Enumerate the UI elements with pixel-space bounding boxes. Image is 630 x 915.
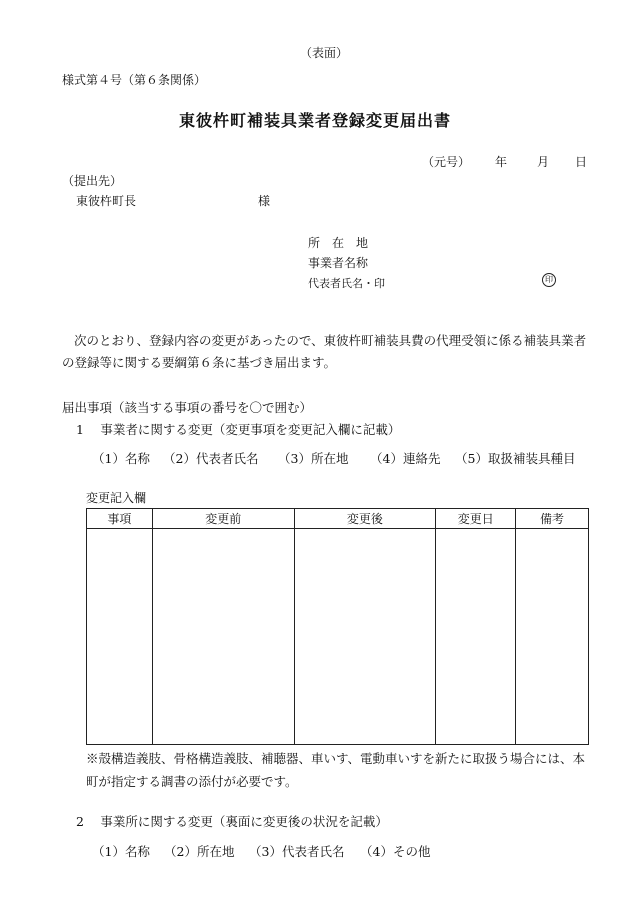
document-title: 東彼杵町補装具業者登録変更届出書 [178, 111, 451, 130]
applicant-representative-label: 代表者氏名・印 [308, 277, 385, 290]
record-table [86, 508, 589, 745]
form-number: 様式第４号（第６条関係） [62, 73, 207, 87]
section1-choice[interactable]: （3）所在地 [278, 451, 349, 466]
seal-mark-icon: 印 [542, 273, 556, 287]
section1-heading: 1 事業者に関する変更（変更事項を変更記入欄に記載） [76, 422, 401, 437]
column-header: 変更日 [436, 509, 516, 529]
table-cell-date[interactable] [436, 529, 516, 745]
table-cell-before[interactable] [152, 529, 294, 745]
table-row [87, 529, 589, 745]
section1-choice[interactable]: （5）取扱補装具種目 [455, 451, 576, 466]
applicant-business-name-label: 事業者名称 [308, 256, 369, 270]
date-month: 月 [537, 155, 550, 169]
addressee-honorific: 様 [258, 194, 271, 208]
section1-choice[interactable]: （2）代表者氏名 [163, 451, 259, 466]
column-header: 事項 [87, 509, 153, 529]
section2-choice[interactable]: （3）代表者氏名 [249, 844, 345, 859]
addressee-label: （提出先） [62, 174, 123, 188]
body-paragraph: 次のとおり、登録内容の変更があったので、東彼杵町補装具費の代理受領に係る補装具業者の登録等に関する要綱第６条に基づき届出ます。 [62, 333, 587, 370]
date-day: 日 [575, 155, 588, 169]
column-header: 備考 [516, 509, 589, 529]
record-table-caption: 変更記入欄 [86, 491, 147, 505]
attachment-note: ※殻構造義肢、骨格構造義肢、補聴器、車いす、電動車いすを新たに取扱う場合には、本町が指定する調書の添付が必要です。 [86, 751, 586, 789]
section2-choice[interactable]: （1）名称 [92, 844, 150, 859]
table-cell-after[interactable] [294, 529, 436, 745]
section1-choice[interactable]: （1）名称 [92, 451, 150, 466]
page-side-label: （表面） [300, 46, 349, 60]
column-header: 変更前 [152, 509, 294, 529]
notice-heading: 届出事項（該当する事項の番号を〇で囲む） [62, 400, 313, 415]
addressee-name: 東彼杵町長 [76, 194, 137, 208]
section2-choice[interactable]: （4）その他 [360, 844, 431, 859]
table-cell-item[interactable] [87, 529, 153, 745]
applicant-address-label: 所 在 地 [308, 236, 369, 250]
date-year: 年 [495, 155, 508, 169]
table-cell-remarks[interactable] [516, 529, 589, 745]
date-era: （元号） [422, 155, 471, 169]
section2-choice[interactable]: （2）所在地 [164, 844, 235, 859]
section1-choice[interactable]: （4）連絡先 [370, 451, 441, 466]
section2-heading: 2 事業所に関する変更（裏面に変更後の状況を記載） [76, 814, 388, 829]
record-table-header-row [87, 509, 589, 529]
column-header: 変更後 [294, 509, 436, 529]
